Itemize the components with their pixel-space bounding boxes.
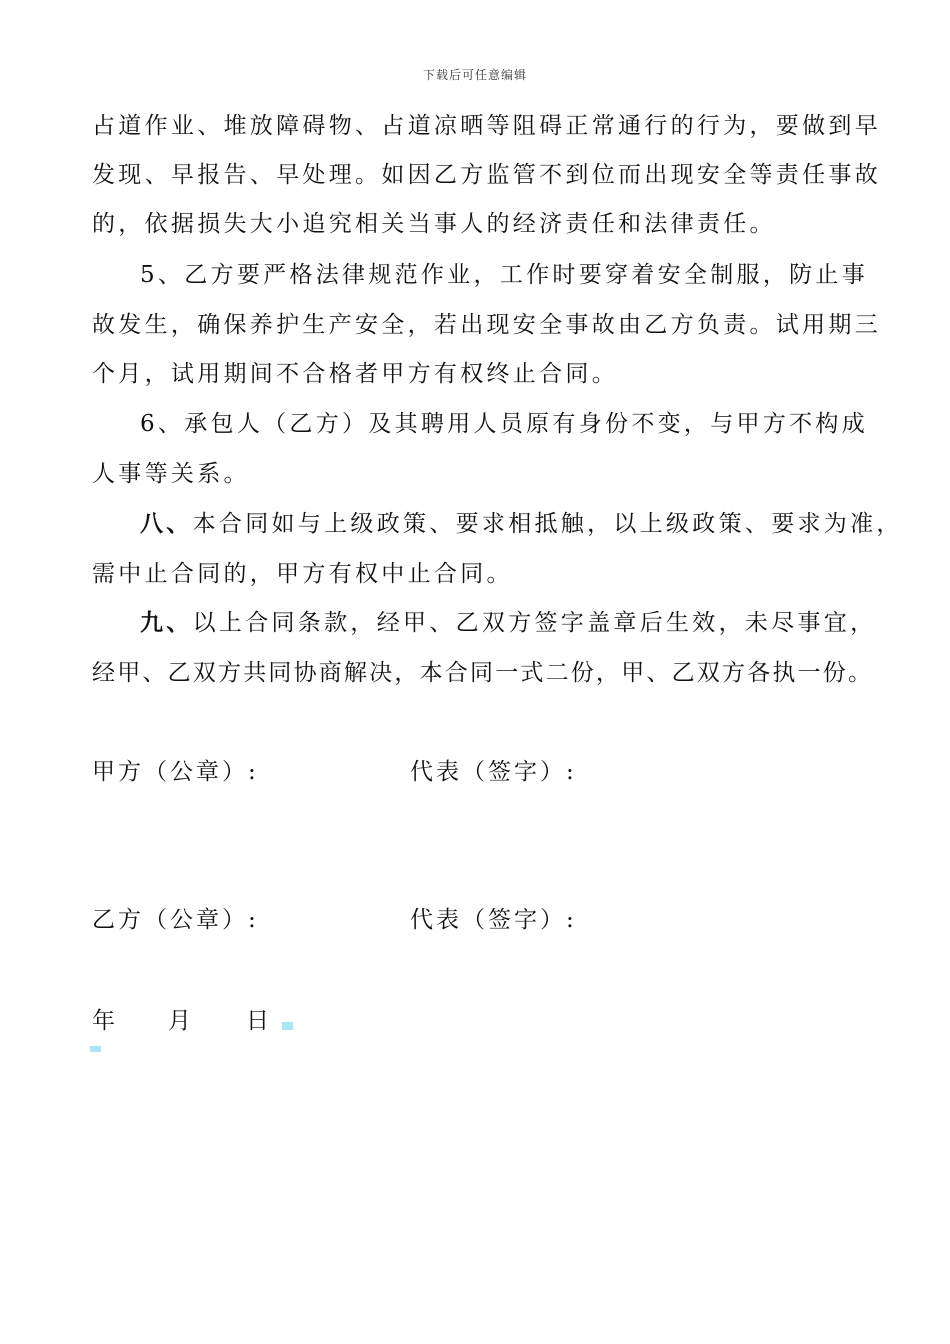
clause-9-line	[140, 609, 876, 637]
clause-8-text: 本合同如与上级政策、要求相抵触，以上级政策、要求为准，	[192, 511, 903, 537]
clause-6-line: 6、承包人（乙方）及其聘用人员原有身份不变，与甲方不构成	[140, 411, 869, 437]
clause-5-line: 故发生，确保养护生产安全，若出现安全事故由乙方负责。试用期三	[92, 312, 881, 338]
party-b-representative-label: 代表（签字）:	[410, 907, 577, 933]
clause-8-line	[140, 510, 903, 538]
date-day-label: 日	[246, 1008, 272, 1034]
date-year-label: 年	[92, 1008, 118, 1034]
party-a-representative-label: 代表（签字）:	[410, 759, 577, 785]
clause-9-text: 以上合同条款，经甲、乙双方签字盖章后生效，未尽事宜，	[192, 610, 877, 636]
highlight-marker	[90, 1046, 101, 1052]
paragraph-line: 占道作业、堆放障碍物、占道凉晒等阻碍正常通行的行为，要做到早	[92, 113, 881, 139]
clause-9-number: 九、	[140, 609, 193, 636]
clause-5-line: 个月，试用期间不合格者甲方有权终止合同。	[92, 361, 618, 387]
date-month-label: 月	[168, 1008, 194, 1034]
clause-8-line: 需中止合同的，甲方有权中止合同。	[92, 561, 513, 587]
clause-6-line: 人事等关系。	[92, 461, 250, 487]
paragraph-line: 的，依据损失大小追究相关当事人的经济责任和法律责任。	[92, 211, 776, 237]
paragraph-line: 发现、早报告、早处理。如因乙方监管不到位而出现安全等责任事故	[92, 162, 881, 188]
party-a-seal-label: 甲方（公章）:	[92, 759, 259, 785]
highlight-marker	[282, 1022, 293, 1030]
clause-9-line: 经甲、乙双方共同协商解决，本合同一式二份，甲、乙双方各执一份。	[92, 660, 874, 686]
party-b-seal-label: 乙方（公章）:	[92, 907, 259, 933]
clause-5-line: 5、乙方要严格法律规范作业，工作时要穿着安全制服，防止事	[140, 262, 869, 288]
clause-8-number: 八、	[140, 510, 193, 537]
page-header: 下载后可任意编辑	[422, 68, 527, 82]
